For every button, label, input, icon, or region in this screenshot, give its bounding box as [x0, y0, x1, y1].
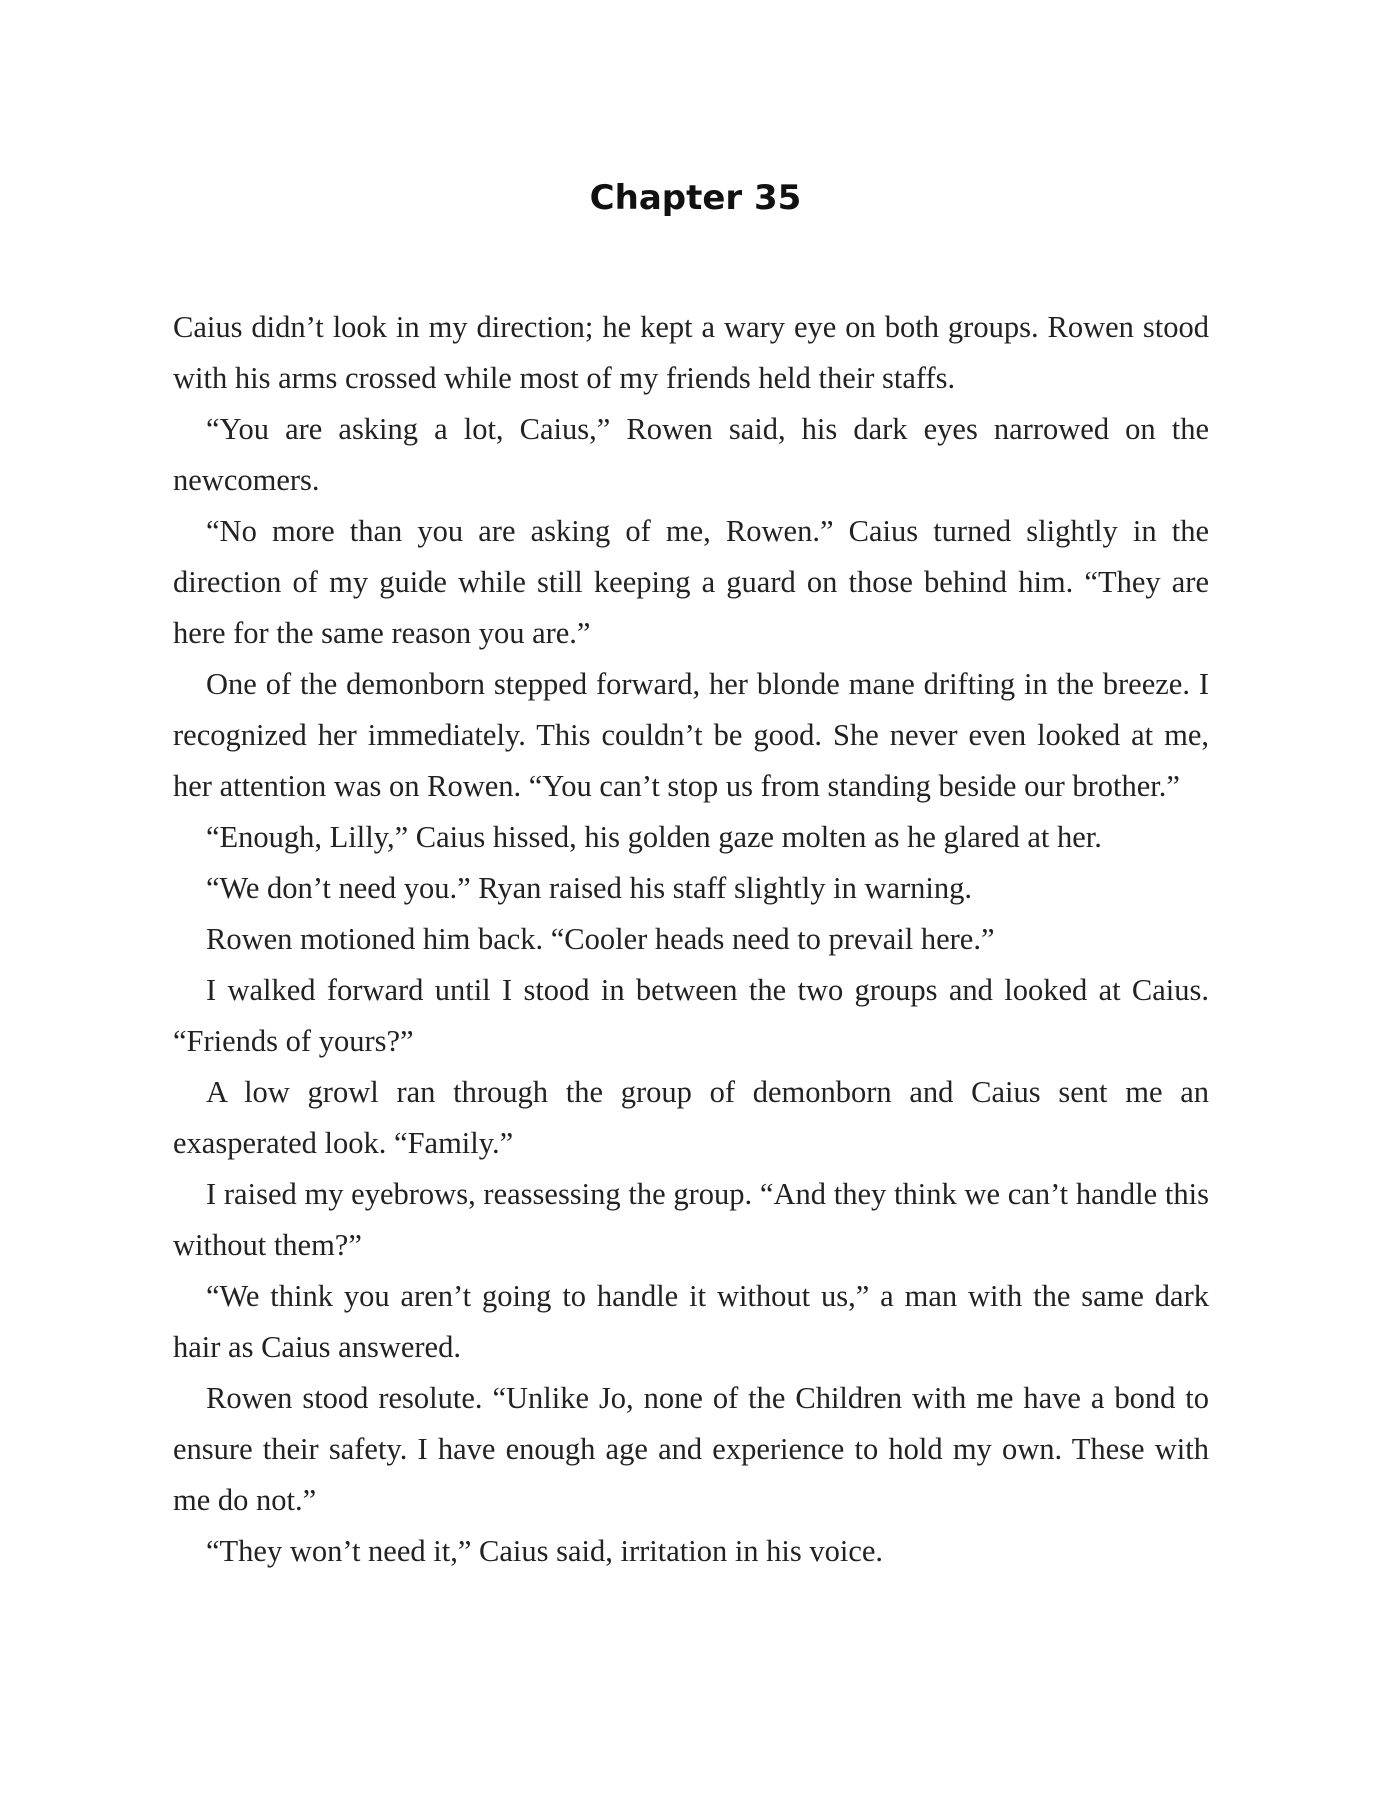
- paragraph: “We don’t need you.” Ryan raised his staff slightly in warning.: [206, 871, 973, 905]
- paragraph: I raised my eyebrows, reassessing the group. “And they think we can’t handle this without them?”: [173, 1177, 1209, 1262]
- paragraph: Rowen motioned him back. “Cooler heads need to prevail here.”: [206, 922, 995, 956]
- paragraph: One of the demonborn stepped forward, her blonde mane drifting in the breeze. I recognized her immediately. This couldn’t be good. She never even looked at me, her attention was on Rowen. “You can’t stop us from standing beside our brother.”: [173, 667, 1209, 803]
- paragraph: “They won’t need it,” Caius said, irritation in his voice.: [206, 1534, 884, 1568]
- paragraph: “We think you aren’t going to handle it without us,” a man with the same dark hair as Caius answered.: [173, 1279, 1209, 1364]
- paragraph: “No more than you are asking of me, Rowen.” Caius turned slightly in the direction of my guide while still keeping a guard on those behind him. “They are here for the same reason you are.”: [173, 514, 1209, 650]
- paragraph: A low growl ran through the group of demonborn and Caius sent me an exasperated look. “Family.”: [173, 1075, 1209, 1160]
- chapter-body: [173, 302, 1209, 1577]
- paragraph: “Enough, Lilly,” Caius hissed, his golden gaze molten as he glared at her.: [206, 820, 1102, 854]
- chapter-title: Chapter 35: [589, 178, 802, 218]
- paragraph: Rowen stood resolute. “Unlike Jo, none of the Children with me have a bond to ensure their safety. I have enough age and experience to hold my own. These with me do not.”: [173, 1381, 1209, 1517]
- paragraph: I walked forward until I stood in between the two groups and looked at Caius. “Friends of yours?”: [173, 973, 1209, 1058]
- paragraph: “You are asking a lot, Caius,” Rowen said, his dark eyes narrowed on the newcomers.: [173, 412, 1209, 497]
- paragraph: Caius didn’t look in my direction; he kept a wary eye on both groups. Rowen stood with his arms crossed while most of my friends held their staffs.: [173, 310, 1209, 395]
